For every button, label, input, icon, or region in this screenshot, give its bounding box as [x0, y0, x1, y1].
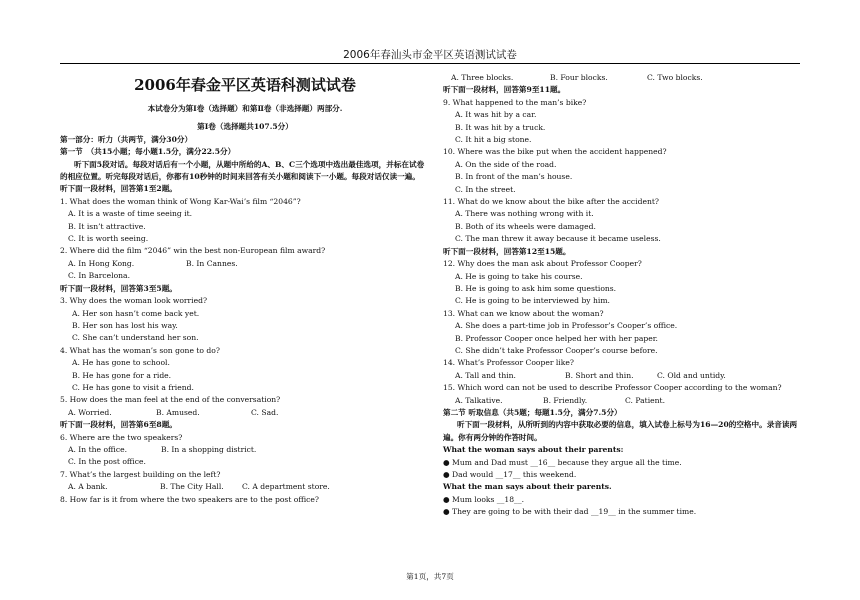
left.lines2-line: 5. How does the man feel at the end of the conversation?	[60, 395, 281, 405]
right.lines-line: 听下面一段材料，回答第9至11题。	[443, 85, 566, 95]
right.lines-line: A. He is going to take his course.	[455, 271, 583, 281]
right.lines-line: 9. What happened to the man’s bike?	[443, 97, 587, 107]
q14-option-b: B. Short and thin.	[565, 370, 634, 380]
q7-option-a: A. A bank.	[68, 482, 108, 492]
right.lines-line: C. It hit a big stone.	[455, 135, 532, 145]
left.lines2-line: 听下面一段材料，回答第3至5题。	[60, 283, 177, 293]
right.lines-line: A. On the side of the road.	[455, 159, 557, 169]
q14-option-a: A. Tall and thin.	[455, 370, 516, 380]
left.lines2-line: C. She can’t understand her son.	[72, 333, 199, 343]
q6-option-a: A. In the office.	[68, 444, 128, 454]
left.lines2-line: A. He has gone to school.	[72, 358, 170, 368]
q7-option-c: C. A department store.	[242, 482, 330, 492]
left.lines-line: C. It is worth seeing.	[68, 234, 149, 244]
q5-option-a: A. Worried.	[68, 407, 112, 417]
q7-options	[60, 481, 430, 493]
q6-option-b: B. In a shopping district.	[161, 444, 257, 454]
right.lines-line: B. In front of the man’s house.	[455, 172, 573, 182]
q5-options	[60, 407, 430, 419]
question-list-2	[60, 283, 430, 407]
left.lines3-line: 6. Where are the two speakers?	[60, 432, 183, 442]
right.lines-line: C. She didn’t take Professor Cooper’s course before.	[455, 345, 658, 355]
right.lines-line: 13. What can we know about the woman?	[443, 308, 604, 318]
q8-text: 8. How far is it from where the two speakers are to the post office?	[60, 494, 319, 504]
q6-options	[60, 444, 430, 456]
left.lines-line: 1. What does the woman think of Wong Kar-Wai’s film “2046”?	[60, 196, 301, 206]
q2-option-a: A. In Hong Kong.	[68, 258, 135, 268]
right.lines-line: 14. What’s Professor Cooper like?	[443, 358, 574, 368]
header-rule	[60, 63, 800, 64]
section-two-heading: 第二节 听取信息（共5题；每题1.5分，满分7.5分）	[443, 407, 622, 417]
exam-intro: 本试卷分为第Ⅰ卷（选择题）和第Ⅱ卷（非选择题）两部分.	[147, 104, 343, 113]
q15-text: 15. Which word can not be used to describe Professor Cooper according to the woman?	[443, 383, 782, 393]
man-says-heading: What the man says about their parents.	[443, 482, 612, 492]
part-one-heading: 第Ⅰ卷（选择题共107.5分）	[197, 122, 293, 132]
left.lines-line: A. It is a waste of time seeing it.	[68, 209, 193, 219]
right.lines-line: B. Both of its wheels were damaged.	[455, 221, 596, 231]
q14-options	[443, 370, 803, 382]
left.lines-line: B. It isn’t attractive.	[68, 221, 146, 231]
left.lines2-line: 4. What has the woman’s son gone to do?	[60, 345, 220, 355]
right.lines-line: C. The man threw it away because it became useless.	[455, 234, 661, 244]
q8-option-b: B. Four blocks.	[550, 73, 608, 82]
right.lines-line: B. He is going to ask him some questions.	[455, 283, 617, 293]
right.lines-line: 11. What do we know about the bike after the accident?	[443, 197, 659, 207]
left.lines2-line: 3. Why does the woman look worried?	[60, 296, 208, 306]
q7-option-b: B. The City Hall.	[160, 482, 224, 492]
left.lines3-line: 听下面一段材料，回答第6至8题。	[60, 420, 177, 430]
right.lines-line: B. It was hit by a truck.	[455, 122, 546, 132]
q15-option-c: C. Patient.	[625, 395, 665, 405]
right.lines-line: C. In the street.	[455, 184, 516, 194]
right.lines-line: 12. Why does the man ask about Professor Cooper?	[443, 259, 642, 269]
q8-options	[443, 72, 803, 84]
right.lines-line: C. He is going to be interviewed by him.	[455, 296, 610, 306]
q8-option-c: C. Two blocks.	[647, 73, 703, 82]
left.lines-line: 听下面一段材料，回答第1至2题。	[60, 184, 177, 194]
woman-bullet-2: ● Dad would __17__ this weekend.	[443, 470, 577, 479]
right.lines-line: A. There was nothing wrong with it.	[455, 209, 594, 219]
right-column	[443, 72, 803, 519]
q7-text: 7. What’s the largest building on the left?	[60, 469, 221, 479]
woman-says-heading: What the woman says about their parents:	[443, 445, 624, 455]
exam-title: 2006年春金平区英语科测试试卷	[134, 76, 356, 94]
q2-option-c: C. In Barcelona.	[68, 271, 130, 281]
q15-option-a: A. Talkative.	[455, 395, 503, 405]
question-list-4	[443, 84, 803, 369]
q5-option-b: B. Amused.	[156, 407, 200, 417]
right.lines-line: A. It was hit by a car.	[455, 110, 537, 120]
left.lines2-line: B. He has gone for a ride.	[72, 370, 172, 380]
right.lines-line: A. She does a part-time job in Professor’s Cooper’s office.	[455, 321, 678, 331]
page-footer: 第1页，共7页	[406, 572, 454, 581]
right.lines-line: 听下面一段材料，回答第12至15题。	[443, 246, 571, 256]
q2-options	[60, 258, 430, 270]
q2-option-b: B. In Cannes.	[186, 258, 238, 268]
man-bullet-1: ● Mum looks __18__.	[443, 494, 525, 504]
listening-instructions: 听下面5段对话。每段对话后有一个小题，从题中所给的A、B、C三个选项中选出最佳选项，并标在试卷的相应位置。听完每段对话后，你都有10秒钟的时间来回答有关小题和阅读下一小题。每段对话仅读一遍。	[60, 159, 425, 182]
q15-option-b: B. Friendly.	[543, 395, 588, 405]
q8-option-a: A. Three blocks.	[451, 73, 514, 82]
q6-option-c: C. In the post office.	[68, 457, 146, 467]
page-header: 2006年春汕头市金平区英语测试试卷	[343, 49, 517, 61]
section-one-a-heading: 第一节 （共15小题；每小题1.5分，满分22.5分）	[60, 147, 236, 157]
left.lines2-line: B. Her son has lost his way.	[72, 320, 178, 330]
left-column	[60, 72, 430, 506]
section-one-heading: 第一部分：听力（共两节，满分30分）	[60, 134, 193, 144]
left.lines2-line: A. Her son hasn’t come back yet.	[72, 308, 200, 318]
woman-bullet-1: ● Mum and Dad must __16__ because they argue all the time.	[443, 457, 682, 467]
question-list-1	[60, 183, 430, 257]
section-two-instructions: 听下面一段材料，从所听到的内容中获取必要的信息，填入试卷上标号为16—20的空格中。录音读两遍。你有两分钟的作答时间。	[443, 420, 798, 442]
left.lines-line: 2. Where did the film “2046” win the best non-European film award?	[60, 246, 326, 256]
left.lines2-line: C. He has gone to visit a friend.	[72, 382, 194, 392]
q15-options	[443, 395, 803, 407]
right.lines-line: B. Professor Cooper once helped her with her paper.	[455, 333, 658, 343]
right.lines-line: 10. Where was the bike put when the accident happened?	[443, 147, 667, 157]
question-list-3	[60, 419, 430, 444]
man-bullet-2: ● They are going to be with their dad __19__ in the summer time.	[443, 507, 697, 517]
q14-option-c: C. Old and untidy.	[657, 370, 726, 380]
q5-option-c: C. Sad.	[251, 407, 279, 417]
